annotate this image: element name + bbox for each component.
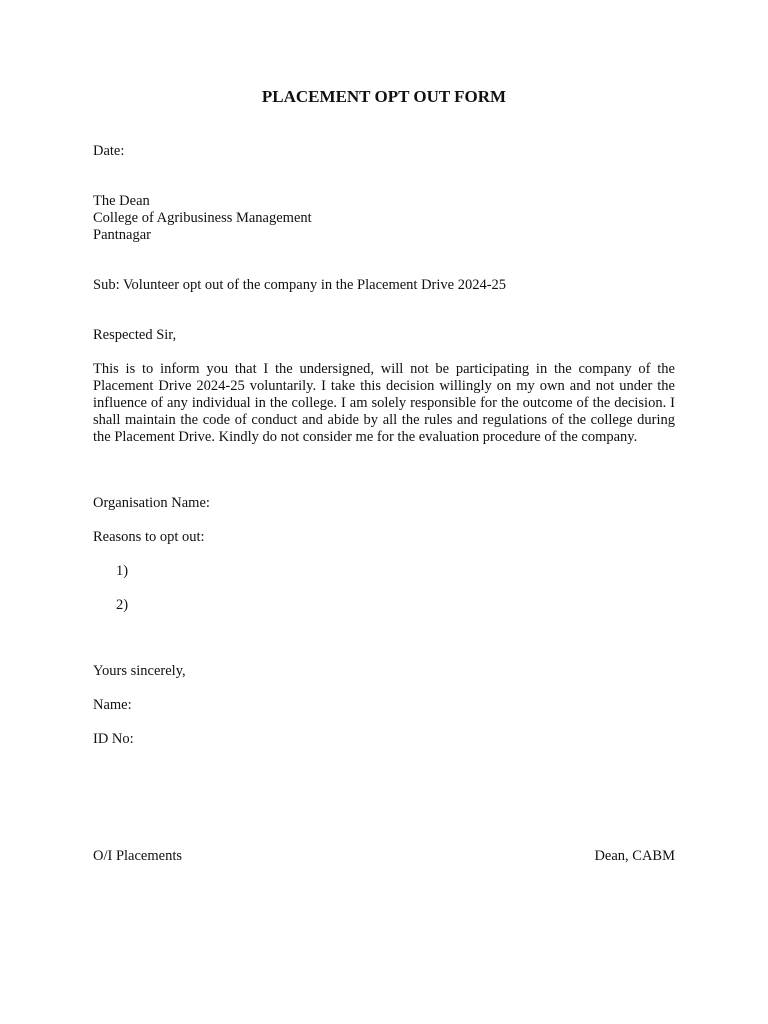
signatory-left: O/I Placements <box>93 848 182 864</box>
name-label: Name: <box>93 697 132 713</box>
reasons-label: Reasons to opt out: <box>93 529 205 545</box>
reason-item-1: 1) <box>116 563 129 579</box>
reason-item-2: 2) <box>116 597 129 613</box>
salutation: Respected Sir, <box>93 327 177 343</box>
recipient-address <box>93 193 312 244</box>
signatory-right: Dean, CABM <box>594 848 675 864</box>
body-paragraph: This is to inform you that I the undersigned, will not be participating in the company of the Placement Drive 2024-25 voluntarily. I take this decision willingly on my own and not under the influence of any individual in the college. I am solely responsible for the outcome of the decision. I shall maintain the code of conduct and abide by all the rules and regulations of the college during the Placement Drive. Kindly do not consider me for the evaluation procedure of the company. <box>93 361 675 445</box>
date-label: Date: <box>93 143 125 159</box>
organisation-name-label: Organisation Name: <box>93 495 210 511</box>
recipient-line-2: College of Agribusiness Management <box>93 210 312 226</box>
recipient-line-3: Pantnagar <box>93 227 151 243</box>
closing: Yours sincerely, <box>93 663 186 679</box>
form-title: PLACEMENT OPT OUT FORM <box>261 87 507 106</box>
id-label: ID No: <box>93 731 134 747</box>
subject-line: Sub: Volunteer opt out of the company in the Placement Drive 2024-25 <box>93 277 507 293</box>
recipient-line-1: The Dean <box>93 193 150 209</box>
